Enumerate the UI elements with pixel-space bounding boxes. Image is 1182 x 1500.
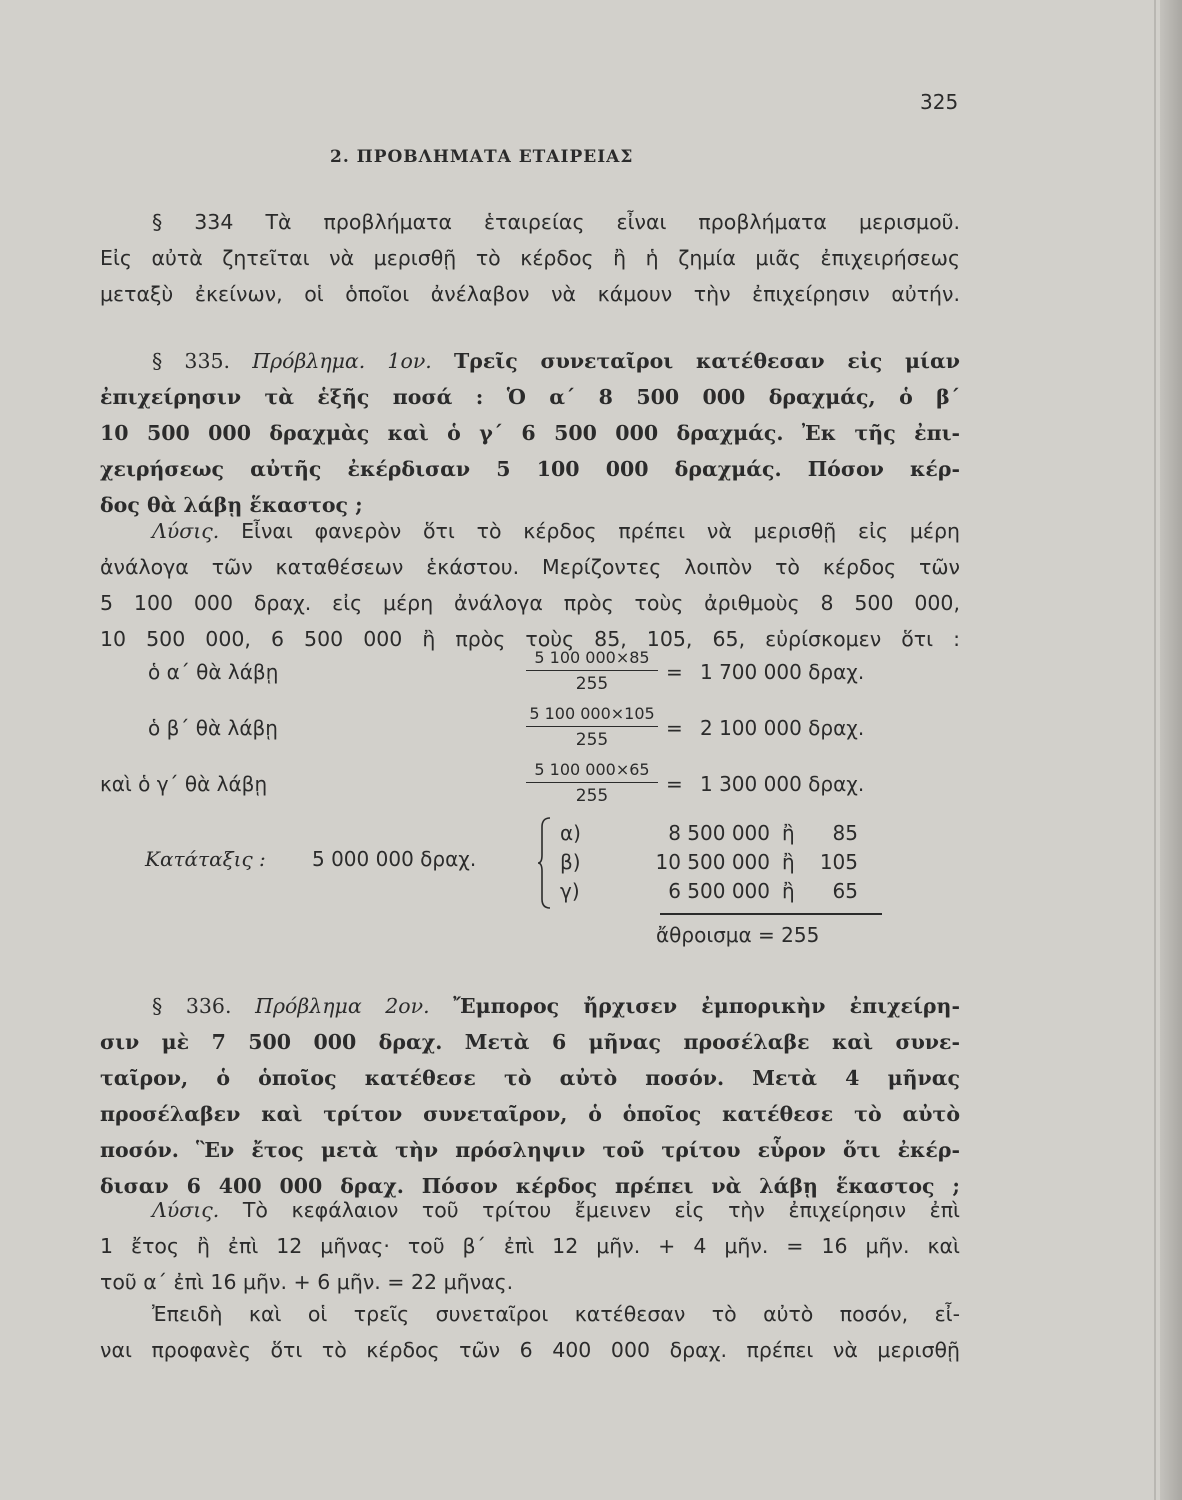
ranking-sum: ἄθροισμα = 255 (656, 923, 820, 947)
fraction-denominator: 255 (575, 730, 609, 750)
page-edge (1160, 0, 1182, 1500)
fraction-denominator: 255 (575, 674, 609, 694)
paragraph-335 (100, 343, 960, 523)
paragraph-line: 1 ἔτος ἢ ἐπὶ 12 μῆνας· τοῦ β΄ ἐπὶ 12 μῆν. + 4 μῆν. = 16 μῆν. καὶ (100, 1234, 960, 1258)
ranking-block (100, 815, 960, 955)
paragraph-line: 5 100 000 δραχ. εἰς μέρη ἀνάλογα πρὸς τοὺς ἀριθμοὺς 8 500 000, (100, 591, 960, 615)
paragraph-line (100, 204, 960, 240)
paragraph-line: προσέλαβεν καὶ τρίτον συνεταῖρον, ὁ ὁποῖος κατέθεσε τὸ αὐτὸ (100, 1102, 960, 1126)
calc-result: 1 700 000 δραχ. (700, 660, 865, 684)
ranking-or: ἢ (782, 821, 795, 845)
paragraph-line: Ἐπειδὴ καὶ οἱ τρεῖς συνεταῖροι κατέθεσαν τὸ αὐτὸ ποσόν, εἶ- (152, 1302, 960, 1326)
ranking-letter: γ) (560, 879, 580, 903)
ranking-letter: α) (560, 821, 581, 845)
paragraph-line: Εἰς αὐτὰ ζητεῖται νὰ μερισθῇ τὸ κέρδος ἢ ἡ ζημία μιᾶς ἐπιχειρήσεως (100, 246, 960, 270)
equals-sign: = (666, 716, 683, 740)
line-text: Τρεῖς συνεταῖροι κατέθεσαν εἰς μίαν (453, 349, 960, 373)
paragraph-line: μεταξὺ ἐκείνων, οἱ ὁποῖοι ἀνέλαβον νὰ κάμουν τὴν ἐπιχείρησιν αὐτήν. (100, 282, 960, 306)
paragraph-line (100, 988, 960, 1024)
fraction-numerator: 5 100 000×85 (526, 648, 658, 671)
line-text: Ἔμπορος ἤρχισεν ἐμπορικὴν ἐπιχείρη- (453, 994, 960, 1018)
page-number: 325 (920, 90, 959, 114)
ranking-letter: β) (560, 850, 581, 874)
solution-335 (100, 513, 960, 657)
calc-label: καὶ ὁ γ΄ θὰ λάβῃ (100, 772, 268, 796)
ranking-value: 8 500 000 (668, 821, 770, 845)
paragraph-line: χειρήσεως αὐτῆς ἐκέρδισαν 5 100 000 δραχμάς. Πόσον κέρ- (100, 457, 960, 481)
fraction-numerator: 5 100 000×105 (526, 704, 658, 727)
ranking-value: 10 500 000 (655, 850, 770, 874)
section-mark: § 335. (152, 349, 231, 373)
line-text: Τὰ προβλήματα ἑταιρείας εἶναι προβλήματα μερισμοῦ. (265, 210, 960, 234)
ranking-amount: 5 000 000 δραχ. (312, 847, 477, 871)
problem-label: Πρόβλημα 2ον. (255, 994, 430, 1018)
ranking-ratio: 85 (832, 821, 858, 845)
equals-sign: = (666, 660, 683, 684)
paragraph-334 (100, 204, 960, 312)
paragraph-line: ναι προφανὲς ὅτι τὸ κέρδος τῶν 6 400 000 δραχ. πρέπει νὰ μερισθῇ (100, 1338, 960, 1362)
ranking-ratio: 65 (832, 879, 858, 903)
paragraph-line: ἐπιχείρησιν τὰ ἑξῆς ποσά : Ὁ α΄ 8 500 000 δραχμάς, ὁ β΄ (100, 385, 960, 409)
paragraph-line: ταῖρον, ὁ ὁποῖος κατέθεσε τὸ αὐτὸ ποσόν. Μετὰ 4 μῆνας (100, 1066, 960, 1090)
ranking-or: ἢ (782, 850, 795, 874)
paragraph-line: δισαν 6 400 000 δραχ. Πόσον κέρδος πρέπει νὰ λάβῃ ἕκαστος ; (100, 1174, 960, 1198)
fraction (526, 704, 658, 751)
fraction-denominator: 255 (575, 786, 609, 806)
paragraph-line: ἀνάλογα τῶν καταθέσεων ἑκάστου. Μερίζοντες λοιπὸν τὸ κέρδος τῶν (100, 555, 960, 579)
ranking-item (560, 821, 960, 851)
ranking-ratio: 105 (819, 850, 858, 874)
paragraph-line: 10 500 000, 6 500 000 ἢ πρὸς τοὺς 85, 105, 65, εὑρίσκομεν ὅτι : (100, 627, 960, 651)
line-text: Εἶναι φανερὸν ὅτι τὸ κέρδος πρέπει νὰ μερισθῇ εἰς μέρη (241, 519, 960, 543)
calc-label: ὁ β΄ θὰ λάβῃ (148, 716, 278, 740)
paragraph-line: ποσόν. Ἓν ἔτος μετὰ τὴν πρόσληψιν τοῦ τρίτου εὗρον ὅτι ἐκέρ- (100, 1138, 960, 1162)
equals-sign: = (666, 772, 683, 796)
ranking-or: ἢ (782, 879, 795, 903)
ranking-value: 6 500 000 (668, 879, 770, 903)
ranking-item (560, 850, 960, 880)
sum-rule (660, 913, 882, 915)
section-mark: § 336. (152, 994, 232, 1018)
paragraph-line: τοῦ α΄ ἐπὶ 16 μῆν. + 6 μῆν. = 22 μῆνας. (100, 1270, 514, 1294)
section-mark: § 334 (152, 210, 234, 234)
calc-label: ὁ α΄ θὰ λάβῃ (148, 660, 279, 684)
paragraph-line (100, 1192, 960, 1228)
solution-label: Λύσις. (152, 1198, 220, 1222)
solution-336 (100, 1192, 960, 1300)
fraction-numerator: 5 100 000×65 (526, 760, 658, 783)
problem-label: Πρόβλημα. 1ον. (252, 349, 432, 373)
paragraph-line (100, 513, 960, 549)
line-text: Τὸ κεφάλαιον τοῦ τρίτου ἔμεινεν εἰς τὴν ἐπιχείρησιν ἐπὶ (242, 1198, 960, 1222)
paragraph-line (100, 343, 960, 379)
calc-result: 1 300 000 δραχ. (700, 772, 865, 796)
page-edge-shadow (1154, 0, 1156, 1500)
paragraph-line: σιν μὲ 7 500 000 δραχ. Μετὰ 6 μῆνας προσέλαβε καὶ συνε- (100, 1030, 960, 1054)
paragraph-final (100, 1296, 960, 1368)
paragraph-line: 10 500 000 δραχμὰς καὶ ὁ γ΄ 6 500 000 δραχμάς. Ἐκ τῆς ἐπι- (100, 421, 960, 445)
paragraph-336 (100, 988, 960, 1204)
ranking-item (560, 879, 960, 909)
ranking-label: Κατάταξις : (145, 847, 266, 871)
calc-result: 2 100 000 δραχ. (700, 716, 865, 740)
solution-label: Λύσις. (152, 519, 220, 543)
section-title: 2. ΠΡΟΒΛΗΜΑΤΑ ΕΤΑΙΡΕΙΑΣ (330, 147, 634, 167)
paragraph-line: δος θὰ λάβῃ ἕκαστος ; (100, 493, 363, 517)
left-brace-icon (538, 817, 552, 909)
fraction (526, 760, 658, 807)
fraction (526, 648, 658, 695)
